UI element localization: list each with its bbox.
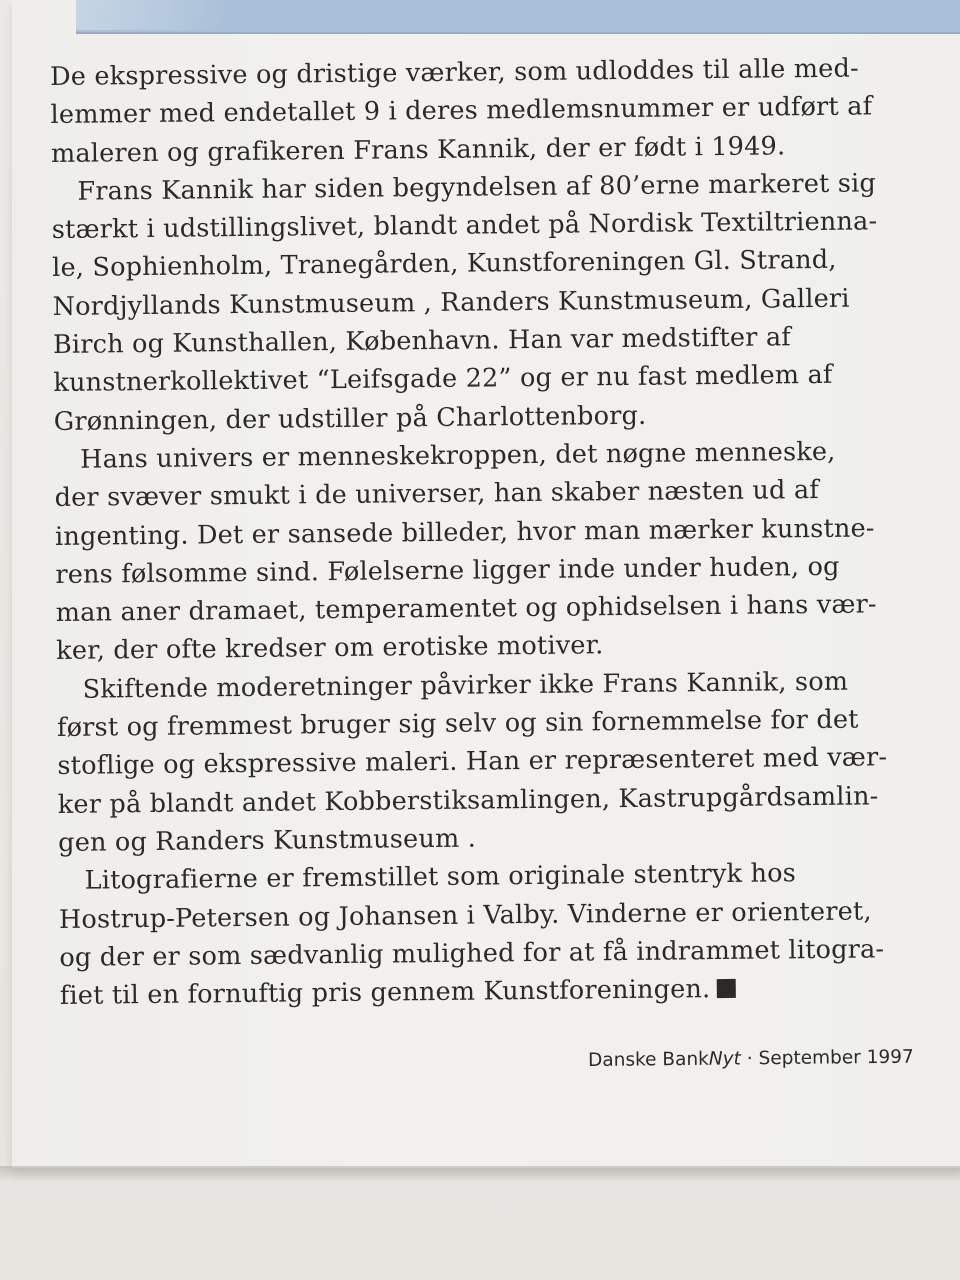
end-mark-icon [716, 979, 735, 998]
text-line: stærkt i udstillingslivet, blandt andet på Nordisk Textiltrienna- [51, 206, 878, 246]
text-line: ker, der ofte kredser om erotiske motiver. [56, 630, 604, 667]
text-line: le, Sophienholm, Tranegården, Kunstforeningen Gl. Strand, [52, 245, 837, 284]
publication-footer [588, 1046, 928, 1071]
text-line: Litografierne er fremstillet som originale stentryk hos [84, 858, 797, 896]
paragraph-4 [56, 662, 920, 863]
text-line: De ekspressive og dristige værker, som udloddes til alle med- [50, 53, 859, 92]
publication-name: Danske Bank [588, 1048, 709, 1071]
text-line: først og fremmest bruger sig selv og sin fornemmelse for det [56, 704, 859, 744]
publication-date: September 1997 [758, 1046, 914, 1070]
text-line: Grønningen, der udstiller på Charlottenborg. [53, 400, 647, 437]
text-line: rens følsomme sind. Følelserne ligger inde under huden, og [55, 551, 840, 590]
paragraph-1 [50, 49, 913, 173]
text-line: lemmer med endetallet 9 i deres medlemsnummer er udført af [50, 91, 873, 131]
text-line: ingenting. Det er sansede billeder, hvor man mærker kunstne- [54, 512, 875, 552]
footer-separator: · [740, 1048, 759, 1070]
text-line: stoflige og ekspressive maleri. Han er repræsenteret med vær- [57, 742, 888, 782]
paragraph-2 [51, 164, 916, 441]
paragraph-3 [54, 432, 918, 671]
text-line: man aner dramaet, temperamentet og ophidselsen i hans vær- [55, 589, 877, 629]
text-line: der svæver smukt i de universer, han skaber næsten ud af [54, 475, 820, 514]
text-line: Hostrup-Petersen og Johansen i Valby. Vinderne er orienteret, [58, 895, 872, 935]
text-line: og der er som sædvanlig mulighed for at få indrammet litogra- [59, 934, 885, 973]
text-line: maleren og grafikeren Frans Kannik, der er født i 1949. [50, 130, 786, 169]
text-line: gen og Randers Kunstmuseum . [58, 823, 477, 858]
text-line: Hans univers er menneskekroppen, det nøgne menneske, [80, 436, 836, 475]
text-line: Nordjyllands Kunstmuseum , Randers Kunstmuseum, Galleri [52, 283, 850, 322]
top-band-fold [76, 0, 226, 30]
page-edge-shadow [0, 1166, 960, 1182]
paragraph-5 [58, 853, 922, 1015]
text-line: Frans Kannik har siden begyndelsen af 80’erne markeret sig [77, 168, 877, 207]
text-line: Birch og Kunsthallen, København. Han var medstifter af [52, 322, 792, 361]
publication-name-italic: Nyt [708, 1048, 741, 1070]
text-line: Skiftende moderetninger påvirker ikke Frans Kannik, som [82, 666, 849, 705]
text-line: ker på blandt andet Kobberstiksamlingen, Kastrupgårdsamlin- [57, 781, 879, 820]
text-line-content: fiet til en fornuftig pris gennem Kunstforeningen. [59, 974, 711, 1012]
article-body [50, 49, 922, 1015]
text-line: kunstnerkollektivet “Leifsgade 22” og er nu fast medlem af [53, 360, 833, 399]
